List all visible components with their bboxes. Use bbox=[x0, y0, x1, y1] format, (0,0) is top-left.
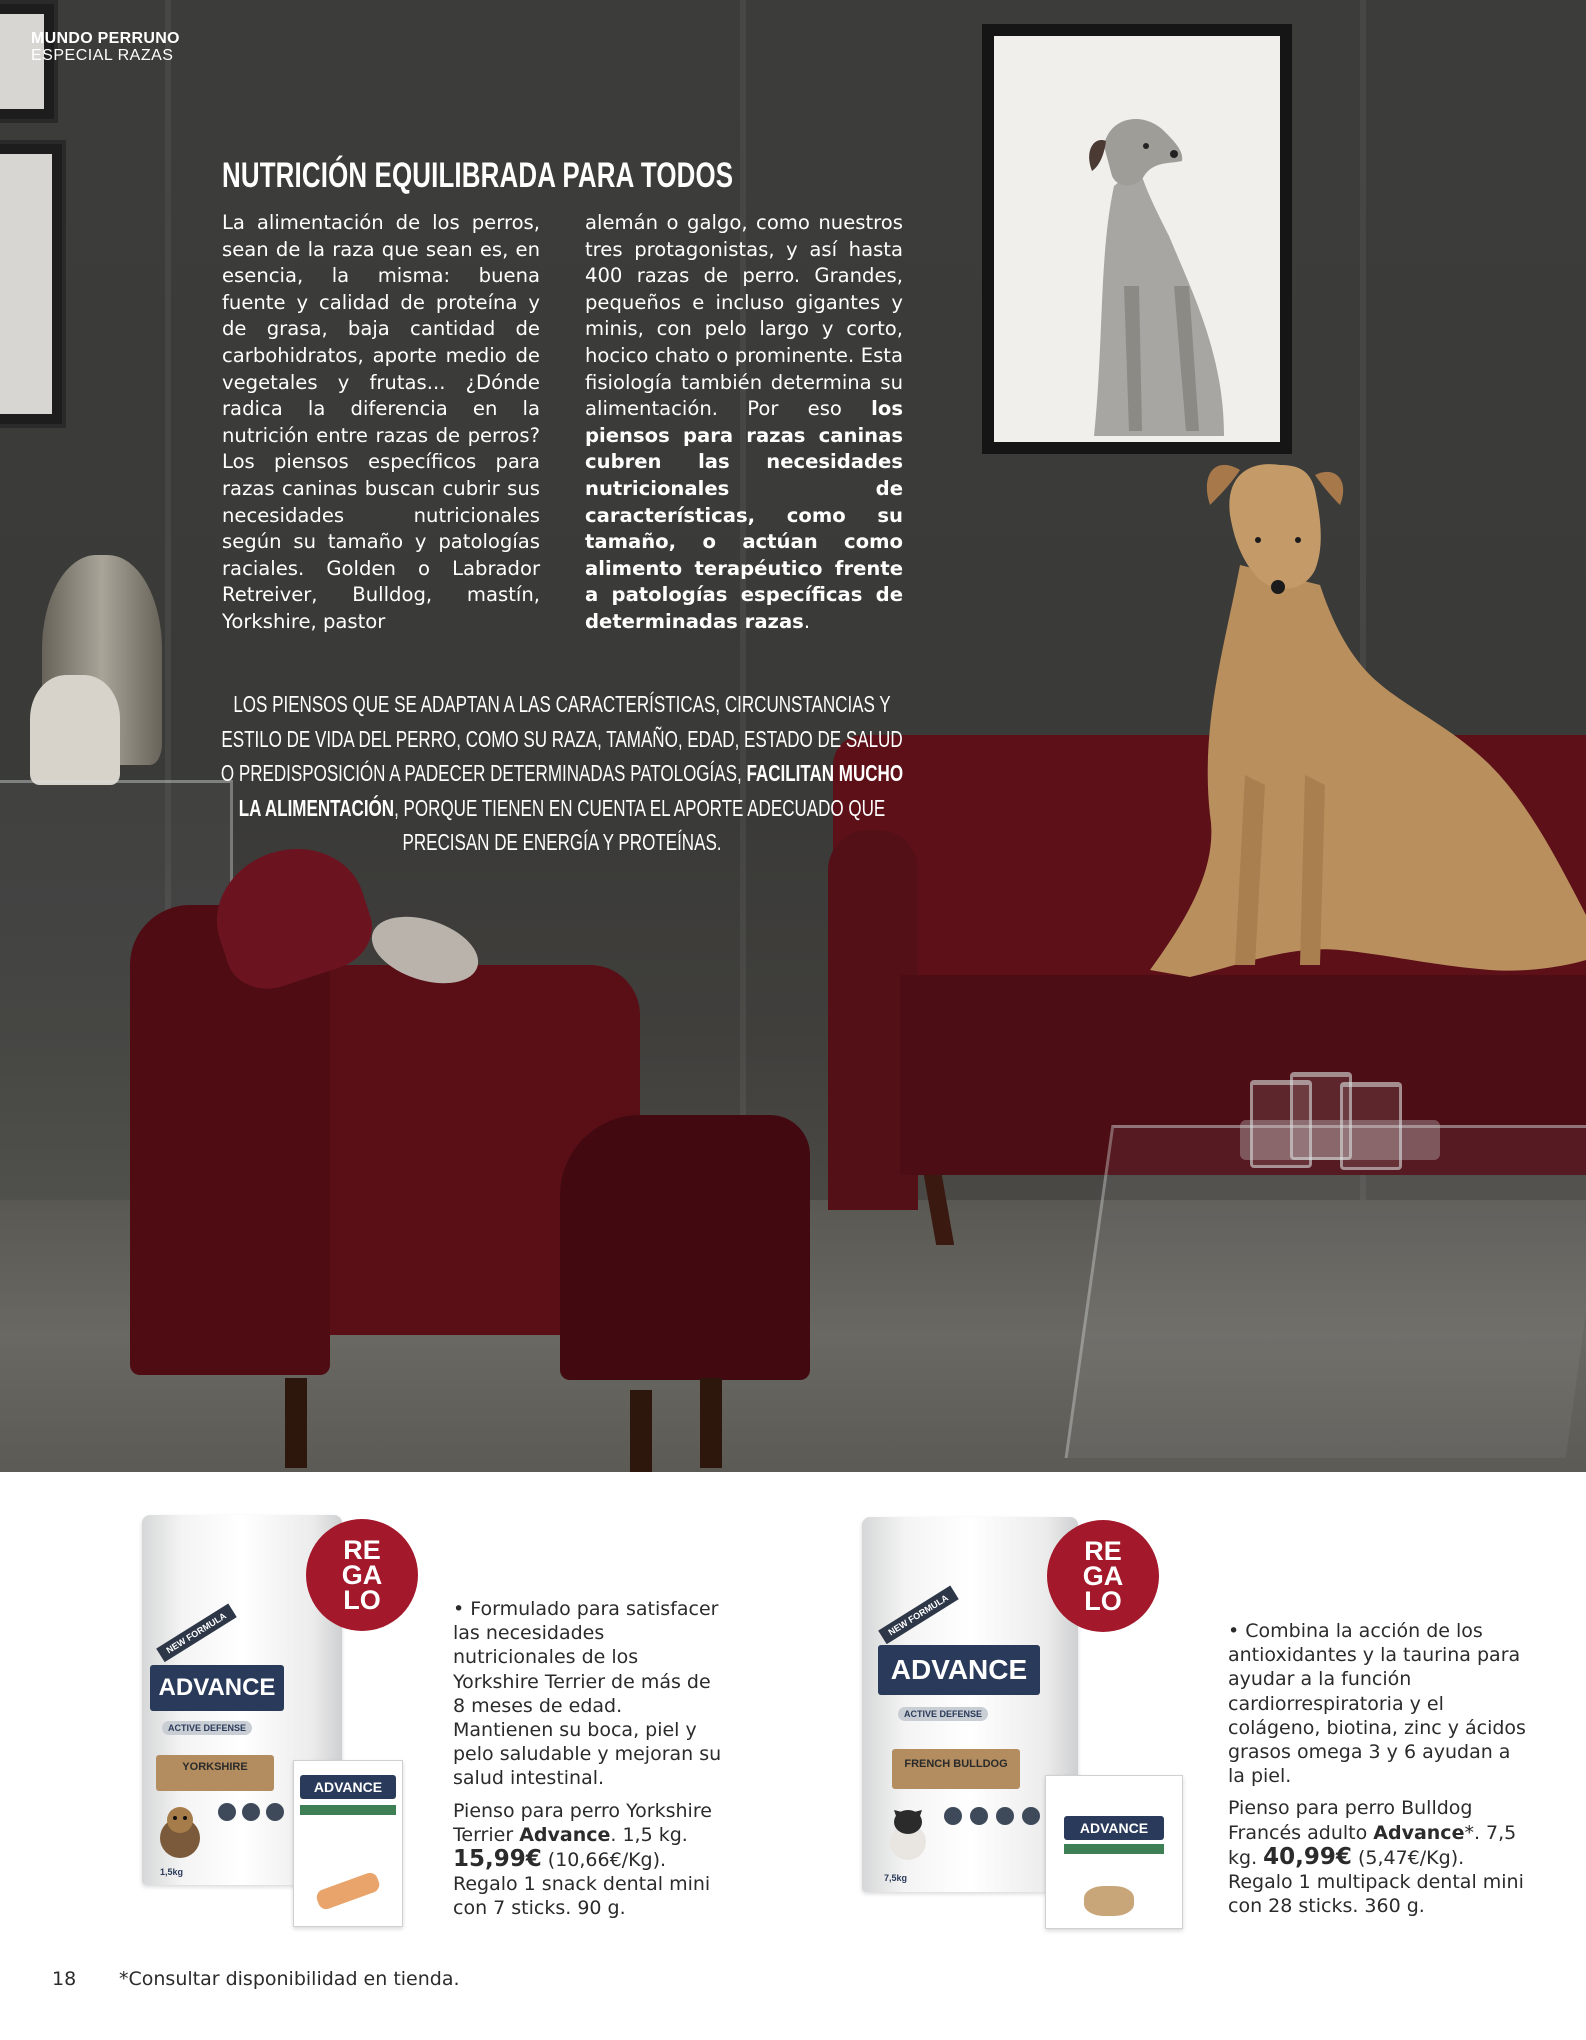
product-feature: • Formulado para satisfacer las necesidades nutricionales de los Yorkshire Terrier de más de 8 meses de edad. Mantienen su boca, piel y pelo saludable y mejoran su salud intestinal. bbox=[453, 1598, 722, 1790]
breed-label: FRENCH BULLDOG bbox=[892, 1749, 1020, 1789]
column-2-highlight: los piensos para razas caninas cubren las necesidades nutricionales de características, como su tamaño, o actúan como alimento terapéutico frente a patologías específicas de determinadas razas bbox=[585, 397, 903, 633]
bag-weight: 7,5kg bbox=[884, 1873, 908, 1883]
unit-price: (5,47€/Kg). bbox=[1351, 1846, 1465, 1869]
bag-weight: 1,5kg bbox=[160, 1867, 184, 1877]
gift-badge-line: RE bbox=[1084, 1535, 1122, 1566]
glass-tumbler bbox=[1340, 1082, 1402, 1170]
gift-badge-line: LO bbox=[343, 1584, 381, 1615]
product-brand: Advance bbox=[519, 1823, 611, 1846]
quote-text: LOS PIENSOS QUE SE ADAPTAN A LAS CARACTERÍSTICAS, CIRCUNSTANCIAS Y ESTILO DE VIDA DEL PERRO, COMO SU RAZA, TAMAÑO, EDAD, ESTADO DE SALUD O PREDISPOSICIÓN A PADECER DETERMINADAS PATOLOGÍAS, bbox=[220, 691, 903, 786]
unit-price: (10,66€/Kg). bbox=[541, 1849, 667, 1872]
armchair-arm bbox=[560, 1115, 810, 1380]
snack-brand-logo: ADVANCE bbox=[300, 1775, 396, 1799]
bag-brand-logo: ADVANCE bbox=[150, 1665, 284, 1711]
product-feature: • Combina la acción de los antioxidantes y la taurina para ayudar a la función cardiorrespiratoria y el colágeno, biotina, zinc y ácidos grasos omega 3 y 6 ayudan a la piel. bbox=[1228, 1620, 1526, 1788]
wall-frame bbox=[0, 140, 66, 428]
dog-statue bbox=[30, 675, 120, 785]
glass-coffee-table bbox=[1065, 1125, 1586, 1458]
product-price: 15,99€ bbox=[453, 1846, 542, 1873]
greyhound-painting bbox=[982, 24, 1292, 454]
product-description bbox=[453, 1597, 723, 1921]
new-formula-ribbon: NEW FORMULA bbox=[156, 1604, 236, 1662]
gift-badge bbox=[1047, 1520, 1159, 1632]
dental-multipack bbox=[1045, 1775, 1183, 1929]
page-number: 18 bbox=[52, 1968, 77, 1990]
dog-photo-on-box bbox=[1084, 1886, 1134, 1916]
product-info bbox=[453, 1799, 723, 1921]
gift-badge-line: RE bbox=[343, 1534, 381, 1565]
product-info bbox=[1228, 1796, 1528, 1918]
greyhound-illustration bbox=[994, 36, 1280, 442]
gift-badge-line: GA bbox=[341, 1559, 383, 1590]
snack-band bbox=[300, 1805, 396, 1815]
chair-leg bbox=[630, 1390, 652, 1472]
snack-band bbox=[1064, 1844, 1164, 1854]
pull-quote bbox=[212, 687, 912, 860]
article-headline: NUTRICIÓN EQUILIBRADA PARA TODOS bbox=[222, 156, 734, 195]
product-description bbox=[1228, 1619, 1528, 1918]
gift-badge-line: LO bbox=[1084, 1585, 1122, 1616]
product-name: Pienso para perro Bulldog Francés adulto bbox=[1228, 1797, 1473, 1844]
quote-highlight: FACILITAN MUCHO LA ALIMENTACIÓN bbox=[238, 760, 904, 821]
active-defense-label: ACTIVE DEFENSE bbox=[162, 1721, 252, 1735]
article-column-1: La alimentación de los perros, sean de la raza que sean es, en esencia, la misma: buena fuente y calidad de proteína y de grasa, baja cantidad de carbohidratos, aporte medio de vegetales y frutas... ¿Dónde radica la diferencia en la nutrición entre razas de perros? Los piensos específicos para razas caninas buscan cubrir sus necesidades nutricionales según su tamaño y patologías raciales. Golden o Labrador Retreiver, Bulldog, mastín, Yorkshire, pastor bbox=[222, 211, 540, 633]
product-price: 40,99€ bbox=[1263, 1843, 1352, 1870]
product-brand: Advance bbox=[1373, 1821, 1465, 1844]
snack-brand-logo: ADVANCE bbox=[1064, 1816, 1164, 1840]
gift-description: Regalo 1 snack dental mini con 7 sticks. 90 g. bbox=[453, 1873, 711, 1920]
section-name: MUNDO PERRUNO bbox=[31, 30, 180, 47]
active-defense-label: ACTIVE DEFENSE bbox=[898, 1707, 988, 1721]
quote-text-end: , PORQUE TIENEN EN CUENTA EL APORTE ADECUADO QUE PRECISAN DE ENERGÍA Y PROTEÍNAS. bbox=[394, 794, 886, 855]
gift-description: Regalo 1 multipack dental mini con 28 sticks. 360 g. bbox=[1228, 1871, 1524, 1918]
dental-snack-pack bbox=[293, 1760, 403, 1927]
product-weight: . 1,5 kg. bbox=[610, 1823, 688, 1846]
gift-badge-line: GA bbox=[1082, 1560, 1124, 1591]
column-2-text: alemán o galgo, como nuestros tres protagonistas, y así hasta 400 razas de perro. Grandes, pequeños e incluso gigantes y minis, con pelo largo y corto, hocico chato o prominente. Esta fisiología también determina su alimentación. Por eso bbox=[585, 211, 903, 421]
yorkshire-dog-icon bbox=[154, 1800, 206, 1860]
gift-badge bbox=[306, 1519, 418, 1631]
chair-leg bbox=[700, 1378, 722, 1468]
chair-leg bbox=[285, 1378, 307, 1468]
product-name: Pienso para perro Yorkshire Terrier bbox=[453, 1799, 712, 1846]
new-formula-ribbon: NEW FORMULA bbox=[878, 1586, 958, 1644]
sitting-galgo-dog bbox=[1130, 445, 1586, 985]
dental-stick-image bbox=[315, 1871, 382, 1912]
availability-note: *Consultar disponibilidad en tienda. bbox=[119, 1968, 460, 1990]
column-2-end: . bbox=[803, 609, 811, 633]
subsection-name: ESPECIAL RAZAS bbox=[31, 46, 174, 64]
section-label bbox=[31, 31, 180, 65]
brand-asterisk: * bbox=[1464, 1821, 1474, 1844]
product-weight: . 7,5 kg. bbox=[1228, 1821, 1517, 1869]
french-bulldog-icon bbox=[882, 1802, 934, 1862]
bag-brand-logo: ADVANCE bbox=[878, 1645, 1040, 1695]
breed-label: YORKSHIRE bbox=[156, 1755, 274, 1791]
article-column-2 bbox=[585, 210, 903, 636]
